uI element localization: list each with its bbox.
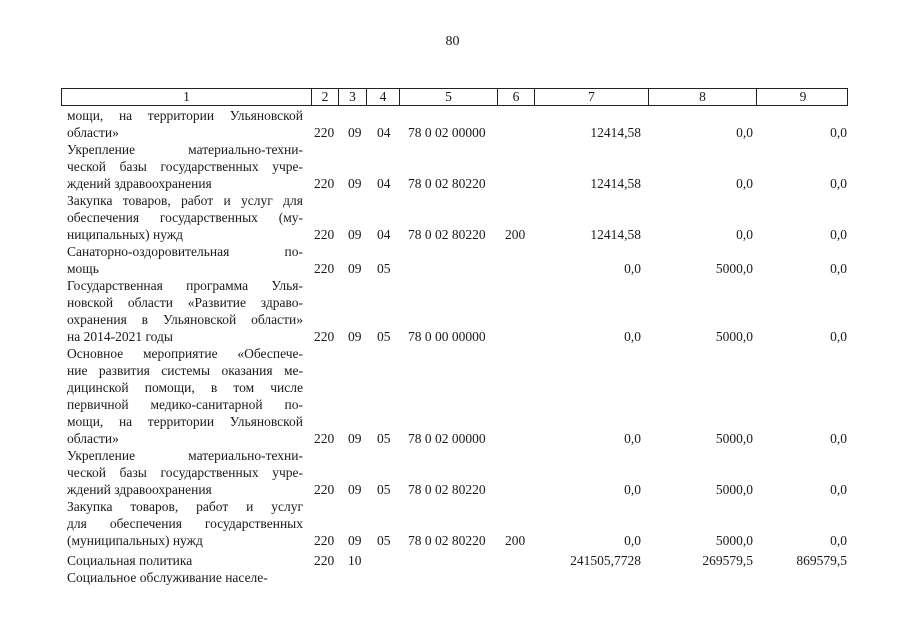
cell-col-7: 12414,58 xyxy=(590,176,641,191)
cell-col-3: 09 xyxy=(348,176,362,191)
row-description xyxy=(67,552,303,569)
description-line: (муниципальных) нужд xyxy=(67,533,203,548)
cell-col-9: 0,0 xyxy=(830,431,847,446)
description-line: для обеспечения государственных xyxy=(67,516,303,531)
cell-col-7: 0,0 xyxy=(624,261,641,276)
header-col-2: 2 xyxy=(311,89,338,105)
description-line: ниципальных) нужд xyxy=(67,227,184,242)
cell-col-9: 0,0 xyxy=(830,482,847,497)
cell-col-2: 220 xyxy=(314,431,335,446)
description-line: ждений здравоохранения xyxy=(67,176,212,191)
description-line: Основное мероприятие «Обеспече- xyxy=(67,346,303,361)
cell-col-9: 869579,5 xyxy=(796,553,847,568)
description-line: Укрепление материально-техни- xyxy=(67,142,303,157)
cell-col-4: 05 xyxy=(377,482,391,497)
header-col-5: 5 xyxy=(399,89,497,105)
description-line: ждений здравоохранения xyxy=(67,482,212,497)
description-line: ческой базы государственных учре- xyxy=(67,159,303,174)
cell-col-4: 04 xyxy=(377,227,391,242)
row-description xyxy=(67,107,303,141)
cell-col-7: 0,0 xyxy=(624,329,641,344)
cell-col-8: 5000,0 xyxy=(715,431,753,446)
table-header xyxy=(61,88,848,106)
header-col-4: 4 xyxy=(366,89,399,105)
cell-col-3: 09 xyxy=(348,329,362,344)
cell-col-7: 0,0 xyxy=(624,533,641,548)
row-description xyxy=(67,498,303,549)
description-line: на 2014-2021 годы xyxy=(67,329,173,344)
cell-col-2: 220 xyxy=(314,176,335,191)
cell-col-6: 200 xyxy=(505,533,526,548)
cell-col-5: 78 0 02 80220 xyxy=(408,176,486,191)
row-description xyxy=(67,192,303,243)
header-col-7: 7 xyxy=(534,89,648,105)
cell-col-3: 09 xyxy=(348,431,362,446)
cell-col-9: 0,0 xyxy=(830,261,847,276)
cell-col-5: 78 0 02 00000 xyxy=(408,431,486,446)
description-line: обеспечения государственных (му- xyxy=(67,210,303,225)
cell-col-9: 0,0 xyxy=(830,533,847,548)
cell-col-8: 0,0 xyxy=(736,176,753,191)
description-line: мощь xyxy=(67,261,99,276)
cell-col-7: 0,0 xyxy=(624,431,641,446)
description-line: Закупка товаров, работ и услуг xyxy=(67,499,303,514)
cell-col-9: 0,0 xyxy=(830,227,847,242)
cell-col-8: 5000,0 xyxy=(715,261,753,276)
cell-col-3: 09 xyxy=(348,261,362,276)
cell-col-4: 05 xyxy=(377,533,391,548)
cell-col-2: 220 xyxy=(314,125,335,140)
description-line: дицинской помощи, в том числе xyxy=(67,380,303,395)
page-number: 80 xyxy=(445,34,460,49)
cell-col-4: 04 xyxy=(377,176,391,191)
header-col-8: 8 xyxy=(648,89,756,105)
cell-col-5: 78 0 00 00000 xyxy=(408,329,486,344)
cell-col-2: 220 xyxy=(314,553,335,568)
description-line: Социальная политика xyxy=(67,553,193,568)
description-line: Социальное обслуживание населе- xyxy=(67,570,268,585)
header-col-9: 9 xyxy=(756,89,849,105)
cell-col-5: 78 0 02 80220 xyxy=(408,482,486,497)
cell-col-8: 5000,0 xyxy=(715,533,753,548)
cell-col-2: 220 xyxy=(314,329,335,344)
cell-col-4: 05 xyxy=(377,431,391,446)
cell-col-2: 220 xyxy=(314,261,335,276)
description-line: ческой базы государственных учре- xyxy=(67,465,303,480)
cell-col-3: 09 xyxy=(348,482,362,497)
cell-col-2: 220 xyxy=(314,482,335,497)
description-line: первичной медико-санитарной по- xyxy=(67,397,303,412)
cell-col-7: 0,0 xyxy=(624,482,641,497)
cell-col-4: 04 xyxy=(377,125,391,140)
header-col-1: 1 xyxy=(183,89,190,104)
cell-col-8: 0,0 xyxy=(736,125,753,140)
cell-col-4: 05 xyxy=(377,261,391,276)
description-line: Санаторно-оздоровительная по- xyxy=(67,244,303,259)
cell-col-9: 0,0 xyxy=(830,125,847,140)
description-line: мощи, на территории Ульяновской xyxy=(67,414,303,429)
cell-col-9: 0,0 xyxy=(830,176,847,191)
description-line: ние развития системы оказания ме- xyxy=(67,363,303,378)
header-col-3: 3 xyxy=(338,89,366,105)
cell-col-8: 0,0 xyxy=(736,227,753,242)
description-line: мощи, на территории Ульяновской xyxy=(67,108,303,123)
cell-col-3: 09 xyxy=(348,125,362,140)
cell-col-8: 5000,0 xyxy=(715,329,753,344)
cell-col-3: 10 xyxy=(348,553,362,568)
cell-col-3: 09 xyxy=(348,227,362,242)
description-line: новской области «Развитие здраво- xyxy=(67,295,303,310)
row-description xyxy=(67,345,303,447)
description-line: охранения в Ульяновской области» xyxy=(67,312,303,327)
description-line: области» xyxy=(67,431,119,446)
cell-col-5: 78 0 02 80220 xyxy=(408,533,486,548)
cell-col-7: 12414,58 xyxy=(590,227,641,242)
cell-col-9: 0,0 xyxy=(830,329,847,344)
row-description xyxy=(67,447,303,498)
row-description xyxy=(67,277,303,345)
cell-col-2: 220 xyxy=(314,533,335,548)
cell-col-4: 05 xyxy=(377,329,391,344)
row-description xyxy=(67,141,303,192)
cell-col-5: 78 0 02 00000 xyxy=(408,125,486,140)
cell-col-2: 220 xyxy=(314,227,335,242)
row-description xyxy=(67,569,303,586)
cell-col-7: 241505,7728 xyxy=(570,553,641,568)
description-line: области» xyxy=(67,125,119,140)
cell-col-8: 269579,5 xyxy=(702,553,753,568)
row-description xyxy=(67,243,303,277)
cell-col-8: 5000,0 xyxy=(715,482,753,497)
cell-col-7: 12414,58 xyxy=(590,125,641,140)
description-line: Государственная программа Улья- xyxy=(67,278,303,293)
header-col-6: 6 xyxy=(497,89,534,105)
description-line: Закупка товаров, работ и услуг для xyxy=(67,193,303,208)
description-line: Укрепление материально-техни- xyxy=(67,448,303,463)
cell-col-3: 09 xyxy=(348,533,362,548)
cell-col-5: 78 0 02 80220 xyxy=(408,227,486,242)
cell-col-6: 200 xyxy=(505,227,526,242)
